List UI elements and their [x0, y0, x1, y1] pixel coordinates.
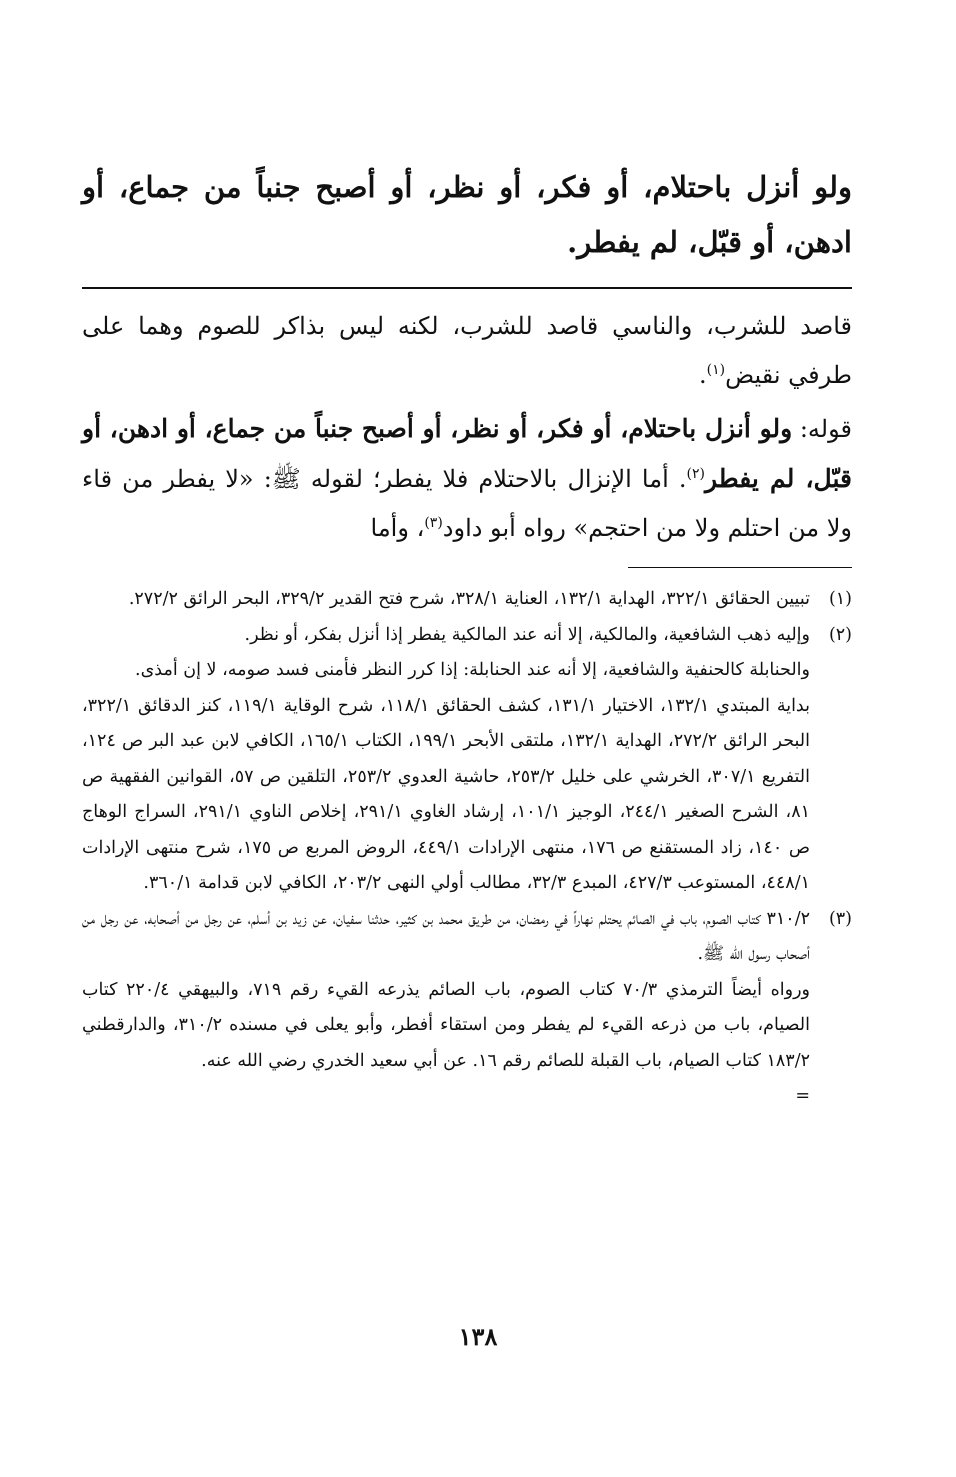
footnote-number: (٢) [828, 624, 852, 645]
footnote-paragraph: تبيين الحقائق ٣٢٢/١، الهداية ١٣٢/١، العناية ٣٢٨/١، شرح فتح القدير ٣٢٩/٢، البحر الرائق ٢٧٢/٢. [128, 589, 810, 609]
footnotes [82, 582, 852, 1115]
quoted-matn: ولو أنزل باحتلام، أو فكر، أو نظر، أو أصبح جنباً من جماع، أو ادهن، أو قبّل، لم يفطر [82, 414, 852, 493]
commentary-paragraph-2 [82, 404, 852, 553]
commentary-lead: قوله: [792, 415, 852, 443]
commentary-period: . [698, 361, 707, 389]
footnote-paragraph: بداية المبتدي ١٣٢/١، الاختيار ١٣١/١، كشف الحقائق ١١٨/١، شرح الوقاية ١١٩/١، كنز الدقائق ٣٢٢/١، البحر الرائق ٢٧٢/٢، الهداية ١٣٢/١، ملتقى الأبحر ١٩٩/١، الكتاب ١٦٥/١، الكافي لابن عبد البر ص ١٢٤، التفريع ٣٠٧/١، الخرشي على خليل ٢٥٣/٢، حاشية العدوي ٢٥٣/٢، التلقين ص ٥٧، القوانين الفقهية ص ٨١، الشرح الصغير ٢٤٤/١، الوجيز ١٠١/١، إرشاد الغاوي ٢٩١/١، إخلاص الناوي ٢٩١/١، السراج الوهاج ص ١٤٠، زاد المستقنع ص ١٧٦، منتهى الإرادات ٤٤٩/١، الروض المربع ص ١٧٥، شرح منتهى الإرادات ٤٤٨/١، المستوعب ٤٢٧/٣، المبدع ٣٢/٣، مطالب أولي النهى ٢٠٣/٢، الكافي لابن قدامة ٣٦٠/١. [82, 695, 810, 893]
footnote-number: (١) [828, 589, 852, 609]
commentary-paragraph-1 [82, 302, 852, 400]
matn-divider [82, 287, 852, 289]
commentary-text: . أما الإنزال بالاحتلام فلا يفطر؛ لقوله ﷺ: «لا يفطر من قاء ولا من احتلم ولا من احتجم» رواه أبو داود [82, 465, 852, 542]
footnote-body [82, 902, 810, 1115]
matn-text: ولو أنزل باحتلام، أو فكر، أو نظر، أو أصبح جنباً من جماع، أو ادهن، أو قبّل، لم يفطر. [82, 170, 852, 259]
commentary-text: قاصد للشرب، والناسي قاصد للشرب، لكنه ليس بذاكر للصوم وهما على طرفي نقيض [82, 312, 852, 389]
footnote-body [82, 618, 810, 902]
footnote-divider [628, 567, 852, 568]
page-number: ١٣٨ [458, 1322, 498, 1351]
commentary-continuation: ، وأما [370, 514, 425, 542]
footnote-ref-2[interactable]: (٢) [686, 466, 705, 482]
footnote-3 [82, 902, 852, 1115]
footnote-paragraph: ورواه أيضاً الترمذي ٧٠/٣ كتاب الصوم، باب الصائم يذرعه القيء رقم ٧١٩، والبيهقي ٢٢٠/٤ كتاب الصيام، باب من ذرعه القيء لم يفطر ومن استقاء أفطر، وأبو يعلى في مسنده ٣١٠/٢، والدارقطني ١٨٣/٢ كتاب الصيام، باب القبلة للصائم رقم ١٦. عن أبي سعيد الخدري رضي الله عنه. [82, 979, 810, 1071]
footnote-2 [82, 618, 852, 902]
footnote-number: (٣) [828, 908, 852, 929]
footnote-1 [82, 582, 852, 618]
footnote-ref-3[interactable]: (٣) [424, 515, 443, 531]
footnote-paragraph: وإليه ذهب الشافعية، والمالكية، إلا أنه عند المالكية يفطر إذا أنزل بفكر، أو نظر. [244, 624, 810, 645]
continuation-mark: = [795, 1086, 810, 1106]
footnote-paragraph: والحنابلة كالحنفية والشافعية، إلا أنه عند الحنابلة: إذا كرر النظر فأمنى فسد صومه، لا إن أمذى. [135, 660, 810, 680]
footnote-body [82, 582, 810, 618]
footnote-ref-1[interactable]: (١) [706, 362, 726, 378]
footnote-paragraph: ٣١٠/٢ كتاب الصوم، باب في الصائم يحتلم نهاراً في رمضان، من طريق محمد بن كثير، حدثنا سفيان، عن زيد بن أسلم، عن رجل من أصحابه، عن رجل من أصحاب رسول الله ﷺ. [82, 908, 810, 964]
